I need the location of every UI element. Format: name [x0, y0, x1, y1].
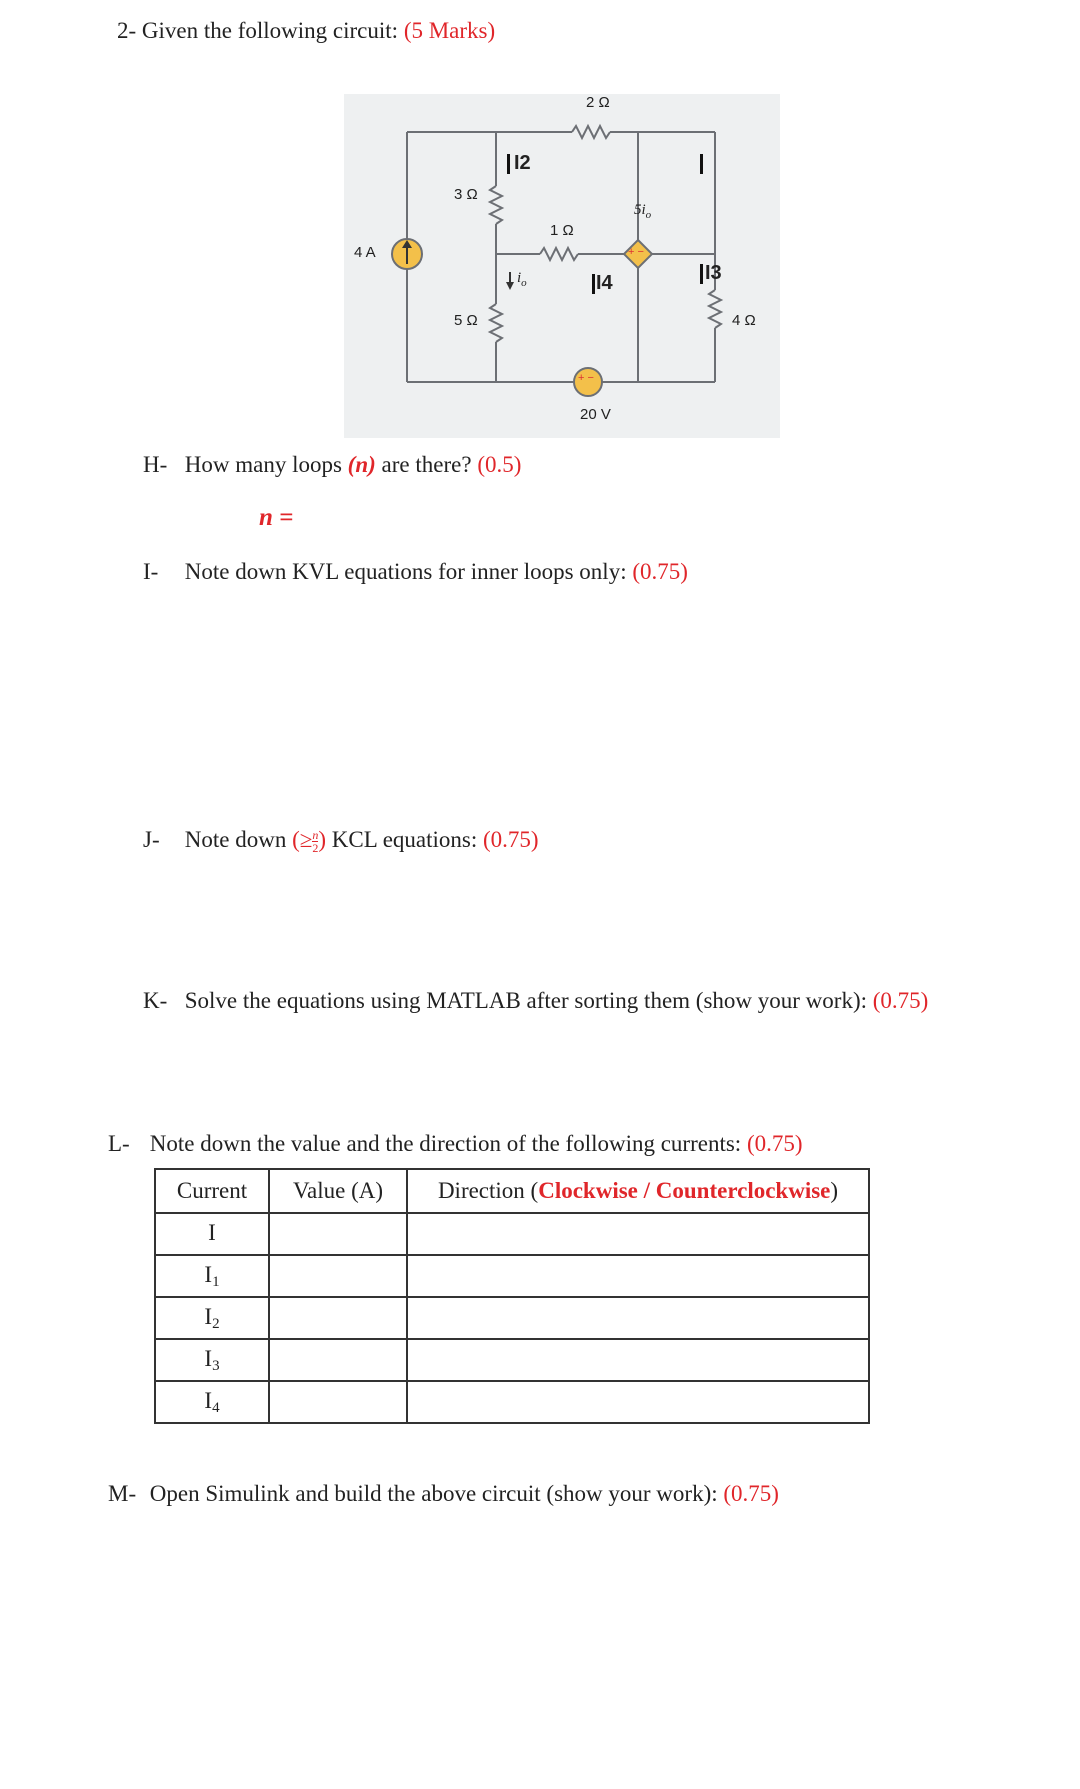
- table-row: [155, 1213, 869, 1255]
- part-i-marks: (0.75): [632, 559, 688, 584]
- row-direction-cell[interactable]: [407, 1339, 869, 1381]
- part-j: [143, 826, 539, 854]
- frac-num: n: [312, 828, 319, 843]
- frac-den: 2: [312, 841, 319, 856]
- part-j-paren-close: ): [318, 827, 327, 852]
- part-j-text-before: Note down: [184, 827, 293, 852]
- part-j-marks: (0.75): [482, 827, 539, 852]
- r4-label: 4 Ω: [732, 312, 756, 329]
- currents-table: [154, 1168, 870, 1424]
- part-m-label: M-: [108, 1481, 137, 1506]
- table-row: [155, 1255, 869, 1297]
- table-row: [155, 1339, 869, 1381]
- part-k: [143, 987, 928, 1015]
- part-m: [108, 1480, 779, 1508]
- row-current-name: I: [208, 1219, 216, 1245]
- row-current: [155, 1213, 269, 1255]
- part-k-text: Solve the equations using MATLAB after sorting them (show your work):: [184, 988, 867, 1013]
- loop-label-i2: I2: [514, 152, 531, 174]
- header-direction-suffix: ): [830, 1178, 839, 1203]
- row-current-name: I: [204, 1303, 213, 1329]
- question-text: Given the following circuit:: [141, 18, 399, 43]
- part-i: [143, 558, 688, 586]
- n-answer-prompt: n =: [259, 504, 294, 531]
- dep-source-sub: o: [645, 209, 652, 221]
- part-l-text: Note down the value and the direction of the following currents:: [149, 1131, 742, 1156]
- current-source-label: 4 A: [354, 244, 376, 261]
- header-value: Value (A): [269, 1169, 407, 1213]
- part-h: [143, 451, 521, 479]
- part-m-text: Open Simulink and build the above circuit (show your work):: [149, 1481, 718, 1506]
- voltage-source-label: 20 V: [580, 406, 611, 423]
- header-direction-prefix: Direction (: [437, 1178, 539, 1203]
- dep-source-label: [634, 202, 651, 221]
- table-header-row: [155, 1169, 869, 1213]
- row-value-cell[interactable]: [269, 1381, 407, 1423]
- voltage-source-polarity: + −: [578, 372, 594, 384]
- part-i-text: Note down KVL equations for inner loops only:: [184, 559, 627, 584]
- table-row: [155, 1297, 869, 1339]
- row-current: [155, 1297, 269, 1339]
- row-current: [155, 1339, 269, 1381]
- io-label: [517, 270, 527, 289]
- row-value-cell[interactable]: [269, 1339, 407, 1381]
- part-l-label: L-: [108, 1131, 130, 1156]
- part-h-label: H-: [143, 452, 168, 477]
- dep-source-polarity: + −: [628, 246, 644, 258]
- part-h-text-after: are there?: [375, 452, 472, 477]
- r3-label: 3 Ω: [454, 186, 478, 203]
- loop-label-i3: I3: [705, 262, 722, 284]
- row-current-sub: 1: [212, 1273, 220, 1290]
- row-direction-cell[interactable]: [407, 1381, 869, 1423]
- header-current: Current: [155, 1169, 269, 1213]
- question-title: [117, 17, 495, 45]
- part-i-label: I-: [143, 559, 159, 584]
- row-current-sub: 4: [212, 1399, 220, 1416]
- row-current-name: I: [204, 1345, 213, 1371]
- part-j-paren-open: (≥: [292, 827, 313, 852]
- io-sub: o: [521, 277, 527, 289]
- part-l-marks: (0.75): [746, 1131, 803, 1156]
- row-value-cell[interactable]: [269, 1213, 407, 1255]
- loop-label-i4: I4: [596, 272, 613, 294]
- row-current: [155, 1255, 269, 1297]
- io-text: i: [517, 270, 522, 286]
- dep-source-text: 5i: [634, 202, 646, 218]
- row-current-sub: 2: [212, 1315, 220, 1332]
- header-direction-options: Clockwise / Counterclockwise: [538, 1178, 831, 1203]
- part-m-marks: (0.75): [723, 1481, 779, 1506]
- part-h-text-before: How many loops: [184, 452, 348, 477]
- question-number: 2-: [117, 18, 137, 43]
- row-current: [155, 1381, 269, 1423]
- part-k-marks: (0.75): [872, 988, 929, 1013]
- circuit-diagram: [344, 94, 780, 438]
- part-k-label: K-: [143, 988, 168, 1013]
- loop-label-i1: [706, 152, 707, 175]
- part-h-var: (n): [347, 452, 376, 477]
- row-value-cell[interactable]: [269, 1297, 407, 1339]
- part-j-text-after: KCL equations:: [326, 827, 478, 852]
- question-marks: (5 Marks): [403, 18, 496, 43]
- r1-label: 1 Ω: [550, 222, 574, 239]
- row-current-sub: 3: [212, 1357, 220, 1374]
- row-current-name: I: [204, 1261, 213, 1287]
- part-h-marks: (0.5): [477, 452, 522, 477]
- header-direction: [407, 1169, 869, 1213]
- row-direction-cell[interactable]: [407, 1255, 869, 1297]
- row-direction-cell[interactable]: [407, 1297, 869, 1339]
- row-direction-cell[interactable]: [407, 1213, 869, 1255]
- part-l: [108, 1130, 803, 1158]
- part-j-label: J-: [143, 827, 160, 852]
- table-row: [155, 1381, 869, 1423]
- row-value-cell[interactable]: [269, 1255, 407, 1297]
- row-current-name: I: [204, 1387, 213, 1413]
- r-top-label: 2 Ω: [586, 94, 610, 111]
- r5-label: 5 Ω: [454, 312, 478, 329]
